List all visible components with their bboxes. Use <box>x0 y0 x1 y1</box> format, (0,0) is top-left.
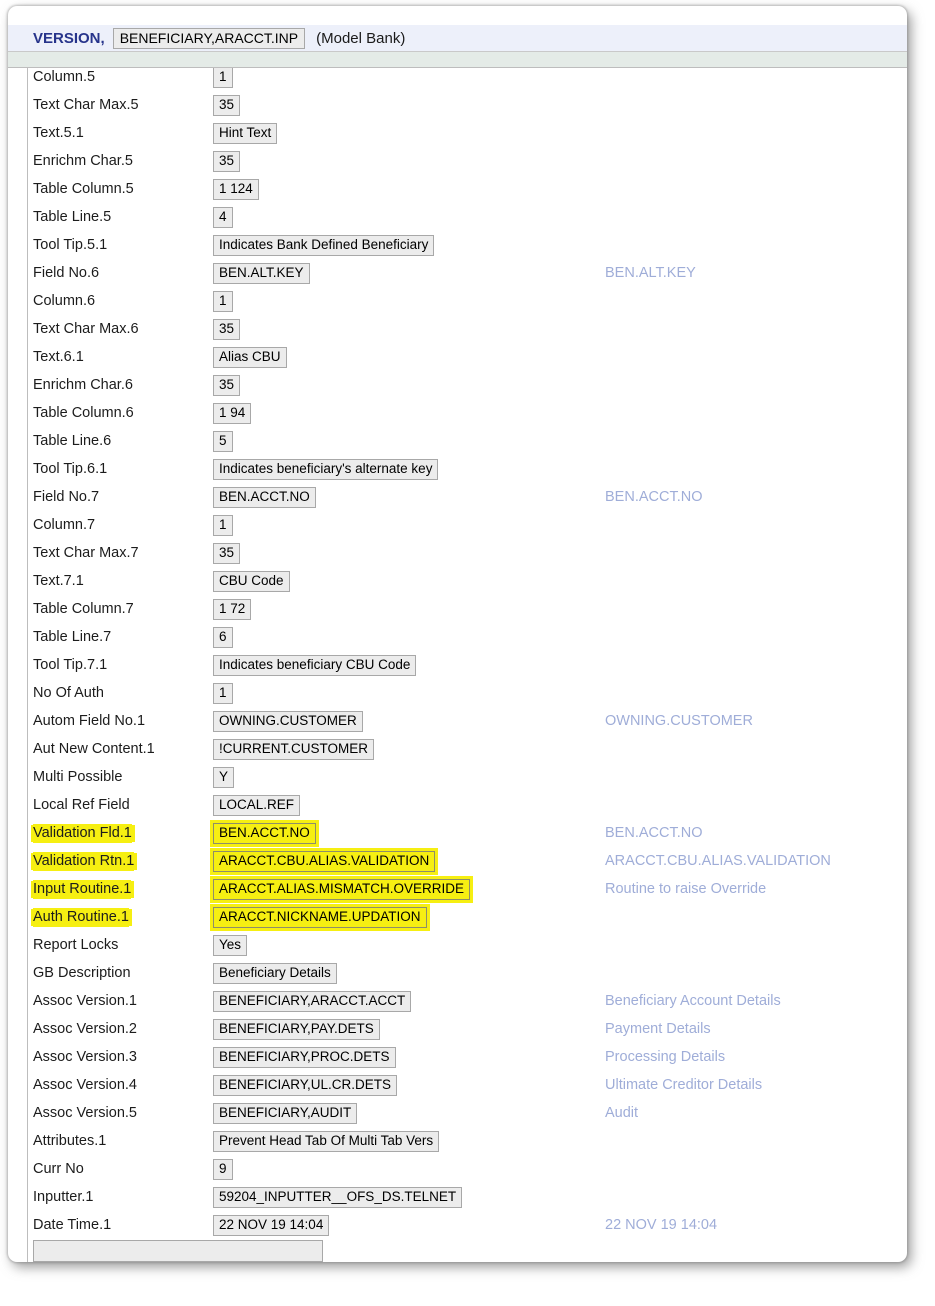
partial-value-box <box>33 1240 323 1262</box>
field-label: Text Char Max.5 <box>33 96 139 113</box>
field-row <box>33 1071 907 1099</box>
field-row <box>33 623 907 651</box>
field-label: Report Locks <box>33 936 119 953</box>
field-value-box[interactable]: 1 <box>213 68 233 88</box>
field-value-box[interactable]: 9 <box>213 1159 233 1180</box>
record-detail-panel <box>27 68 907 1262</box>
field-label: Assoc Version.1 <box>33 992 137 1009</box>
field-row <box>33 1043 907 1071</box>
field-row <box>33 679 907 707</box>
field-value-box[interactable]: 1 <box>213 515 233 536</box>
field-row <box>33 371 907 399</box>
field-row <box>33 1127 907 1155</box>
field-value-box[interactable]: Yes <box>213 935 247 956</box>
field-row <box>33 231 907 259</box>
field-row <box>33 595 907 623</box>
field-label: Field No.7 <box>33 488 100 505</box>
field-value-box[interactable]: 1 72 <box>213 599 251 620</box>
field-label: Assoc Version.5 <box>33 1104 137 1121</box>
field-label: Text Char Max.7 <box>33 544 139 561</box>
field-value-box[interactable]: BENEFICIARY,PAY.DETS <box>213 1019 380 1040</box>
field-label: Auth Routine.1 <box>33 908 129 925</box>
field-row <box>33 931 907 959</box>
version-header-bar <box>8 25 907 52</box>
field-value-box[interactable]: 35 <box>213 375 240 396</box>
field-label: Column.6 <box>33 292 96 309</box>
field-label: Assoc Version.2 <box>33 1020 137 1037</box>
field-label: Text Char Max.6 <box>33 320 139 337</box>
field-value-box[interactable]: BENEFICIARY,UL.CR.DETS <box>213 1075 397 1096</box>
field-enrichment: Routine to raise Override <box>605 881 767 897</box>
field-label: Inputter.1 <box>33 1188 94 1205</box>
field-label: Text.7.1 <box>33 572 84 589</box>
field-row <box>33 259 907 287</box>
field-label: Assoc Version.3 <box>33 1048 137 1065</box>
field-row <box>33 175 907 203</box>
field-label: Tool Tip.5.1 <box>33 236 108 253</box>
field-value-box[interactable]: Prevent Head Tab Of Multi Tab Vers <box>213 1131 439 1152</box>
field-row <box>33 483 907 511</box>
field-row <box>33 287 907 315</box>
field-value-box[interactable]: ARACCT.NICKNAME.UPDATION <box>213 907 427 928</box>
field-row <box>33 427 907 455</box>
version-window <box>8 6 907 1262</box>
field-row <box>33 91 907 119</box>
field-row <box>33 987 907 1015</box>
field-row <box>33 763 907 791</box>
field-value-box[interactable]: 35 <box>213 95 240 116</box>
field-label: Field No.6 <box>33 264 100 281</box>
application-title: VERSION, <box>33 29 105 47</box>
field-label: Attributes.1 <box>33 1132 107 1149</box>
field-value-box[interactable]: 22 NOV 19 14:04 <box>213 1215 329 1236</box>
field-row <box>33 1099 907 1127</box>
company-label: (Model Bank) <box>316 29 406 47</box>
field-value-box[interactable]: Indicates beneficiary CBU Code <box>213 655 416 676</box>
field-row <box>33 819 907 847</box>
field-value-box[interactable]: BENEFICIARY,PROC.DETS <box>213 1047 396 1068</box>
field-enrichment: Ultimate Creditor Details <box>605 1077 763 1093</box>
field-row <box>33 147 907 175</box>
field-label: Text.5.1 <box>33 124 84 141</box>
field-value-box[interactable]: Beneficiary Details <box>213 963 337 984</box>
field-enrichment: Beneficiary Account Details <box>605 993 781 1009</box>
field-label: Assoc Version.4 <box>33 1076 137 1093</box>
field-row <box>33 1015 907 1043</box>
field-row <box>33 399 907 427</box>
field-value-box[interactable]: Hint Text <box>213 123 277 144</box>
record-id-box[interactable]: BENEFICIARY,ARACCT.INP <box>113 28 305 49</box>
field-row <box>33 511 907 539</box>
toolbar-strip <box>8 52 907 68</box>
field-label: Enrichm Char.5 <box>33 152 133 169</box>
field-label: No Of Auth <box>33 684 104 701</box>
field-value-box[interactable]: CBU Code <box>213 571 290 592</box>
field-value-box[interactable]: ARACCT.CBU.ALIAS.VALIDATION <box>213 851 435 872</box>
field-value-box[interactable]: Indicates Bank Defined Beneficiary <box>213 235 434 256</box>
field-enrichment: BEN.ALT.KEY <box>605 265 696 281</box>
field-row <box>33 119 907 147</box>
field-row <box>33 1211 907 1239</box>
field-value-box[interactable]: BEN.ACCT.NO <box>213 823 316 844</box>
field-row <box>33 343 907 371</box>
field-row <box>33 455 907 483</box>
field-row <box>33 847 907 875</box>
field-value-box[interactable]: 4 <box>213 207 233 228</box>
field-value-box[interactable]: 6 <box>213 627 233 648</box>
field-label: Aut New Content.1 <box>33 740 155 757</box>
field-row <box>33 315 907 343</box>
field-row <box>33 1183 907 1211</box>
field-row <box>33 791 907 819</box>
field-label: Enrichm Char.6 <box>33 376 133 393</box>
field-label: Column.5 <box>33 68 96 85</box>
field-row <box>33 707 907 735</box>
field-value-box[interactable]: LOCAL.REF <box>213 795 300 816</box>
field-label: Text.6.1 <box>33 348 84 365</box>
field-row <box>33 567 907 595</box>
field-value-box[interactable]: 1 94 <box>213 403 251 424</box>
field-value-box[interactable]: ARACCT.ALIAS.MISMATCH.OVERRIDE <box>213 879 470 900</box>
field-value-box[interactable]: 5 <box>213 431 233 452</box>
rows <box>33 68 907 1239</box>
field-label: Curr No <box>33 1160 84 1177</box>
field-enrichment: OWNING.CUSTOMER <box>605 713 753 729</box>
field-value-box[interactable]: Alias CBU <box>213 347 287 368</box>
field-label: Table Line.5 <box>33 208 112 225</box>
field-value-box[interactable]: 59204_INPUTTER__OFS_DS.TELNET <box>213 1187 462 1208</box>
field-value-box[interactable]: 1 124 <box>213 179 259 200</box>
field-enrichment: ARACCT.CBU.ALIAS.VALIDATION <box>605 853 831 869</box>
field-row <box>33 959 907 987</box>
field-value-box[interactable]: 35 <box>213 543 240 564</box>
field-value-box[interactable]: BENEFICIARY,ARACCT.ACCT <box>213 991 411 1012</box>
field-enrichment: Payment Details <box>605 1021 711 1037</box>
field-value-box[interactable]: Indicates beneficiary's alternate key <box>213 459 438 480</box>
field-value-box[interactable]: 35 <box>213 319 240 340</box>
field-label: Validation Fld.1 <box>33 824 132 841</box>
field-label: Column.7 <box>33 516 96 533</box>
field-row <box>33 735 907 763</box>
field-label: GB Description <box>33 964 131 981</box>
field-enrichment: Processing Details <box>605 1049 726 1065</box>
field-value-box[interactable]: 35 <box>213 151 240 172</box>
field-label: Validation Rtn.1 <box>33 852 135 869</box>
field-value-box[interactable]: BEN.ALT.KEY <box>213 263 310 284</box>
field-enrichment: BEN.ACCT.NO <box>605 825 703 841</box>
field-value-box[interactable]: Y <box>213 767 234 788</box>
field-label: Table Column.5 <box>33 180 134 197</box>
field-enrichment: 22 NOV 19 14:04 <box>605 1217 718 1233</box>
field-label: Table Column.7 <box>33 600 134 617</box>
field-label: Table Line.6 <box>33 432 112 449</box>
field-row <box>33 1155 907 1183</box>
field-row <box>33 875 907 903</box>
field-label: Tool Tip.6.1 <box>33 460 108 477</box>
field-label: Autom Field No.1 <box>33 712 146 729</box>
field-row <box>33 203 907 231</box>
field-label: Table Line.7 <box>33 628 112 645</box>
field-label: Local Ref Field <box>33 796 130 813</box>
field-row <box>33 651 907 679</box>
field-value-box[interactable]: 1 <box>213 683 233 704</box>
field-enrichment: BEN.ACCT.NO <box>605 489 703 505</box>
field-value-box[interactable]: OWNING.CUSTOMER <box>213 711 363 732</box>
field-value-box[interactable]: BENEFICIARY,AUDIT <box>213 1103 357 1124</box>
field-value-box[interactable]: 1 <box>213 291 233 312</box>
field-label: Date Time.1 <box>33 1216 112 1233</box>
field-row <box>33 539 907 567</box>
field-value-box[interactable]: !CURRENT.CUSTOMER <box>213 739 374 760</box>
field-label: Tool Tip.7.1 <box>33 656 108 673</box>
field-label: Input Routine.1 <box>33 880 132 897</box>
field-enrichment: Audit <box>605 1105 639 1121</box>
field-label: Multi Possible <box>33 768 123 785</box>
field-value-box[interactable]: BEN.ACCT.NO <box>213 487 316 508</box>
field-label: Table Column.6 <box>33 404 134 421</box>
field-row <box>33 68 907 91</box>
field-row <box>33 903 907 931</box>
